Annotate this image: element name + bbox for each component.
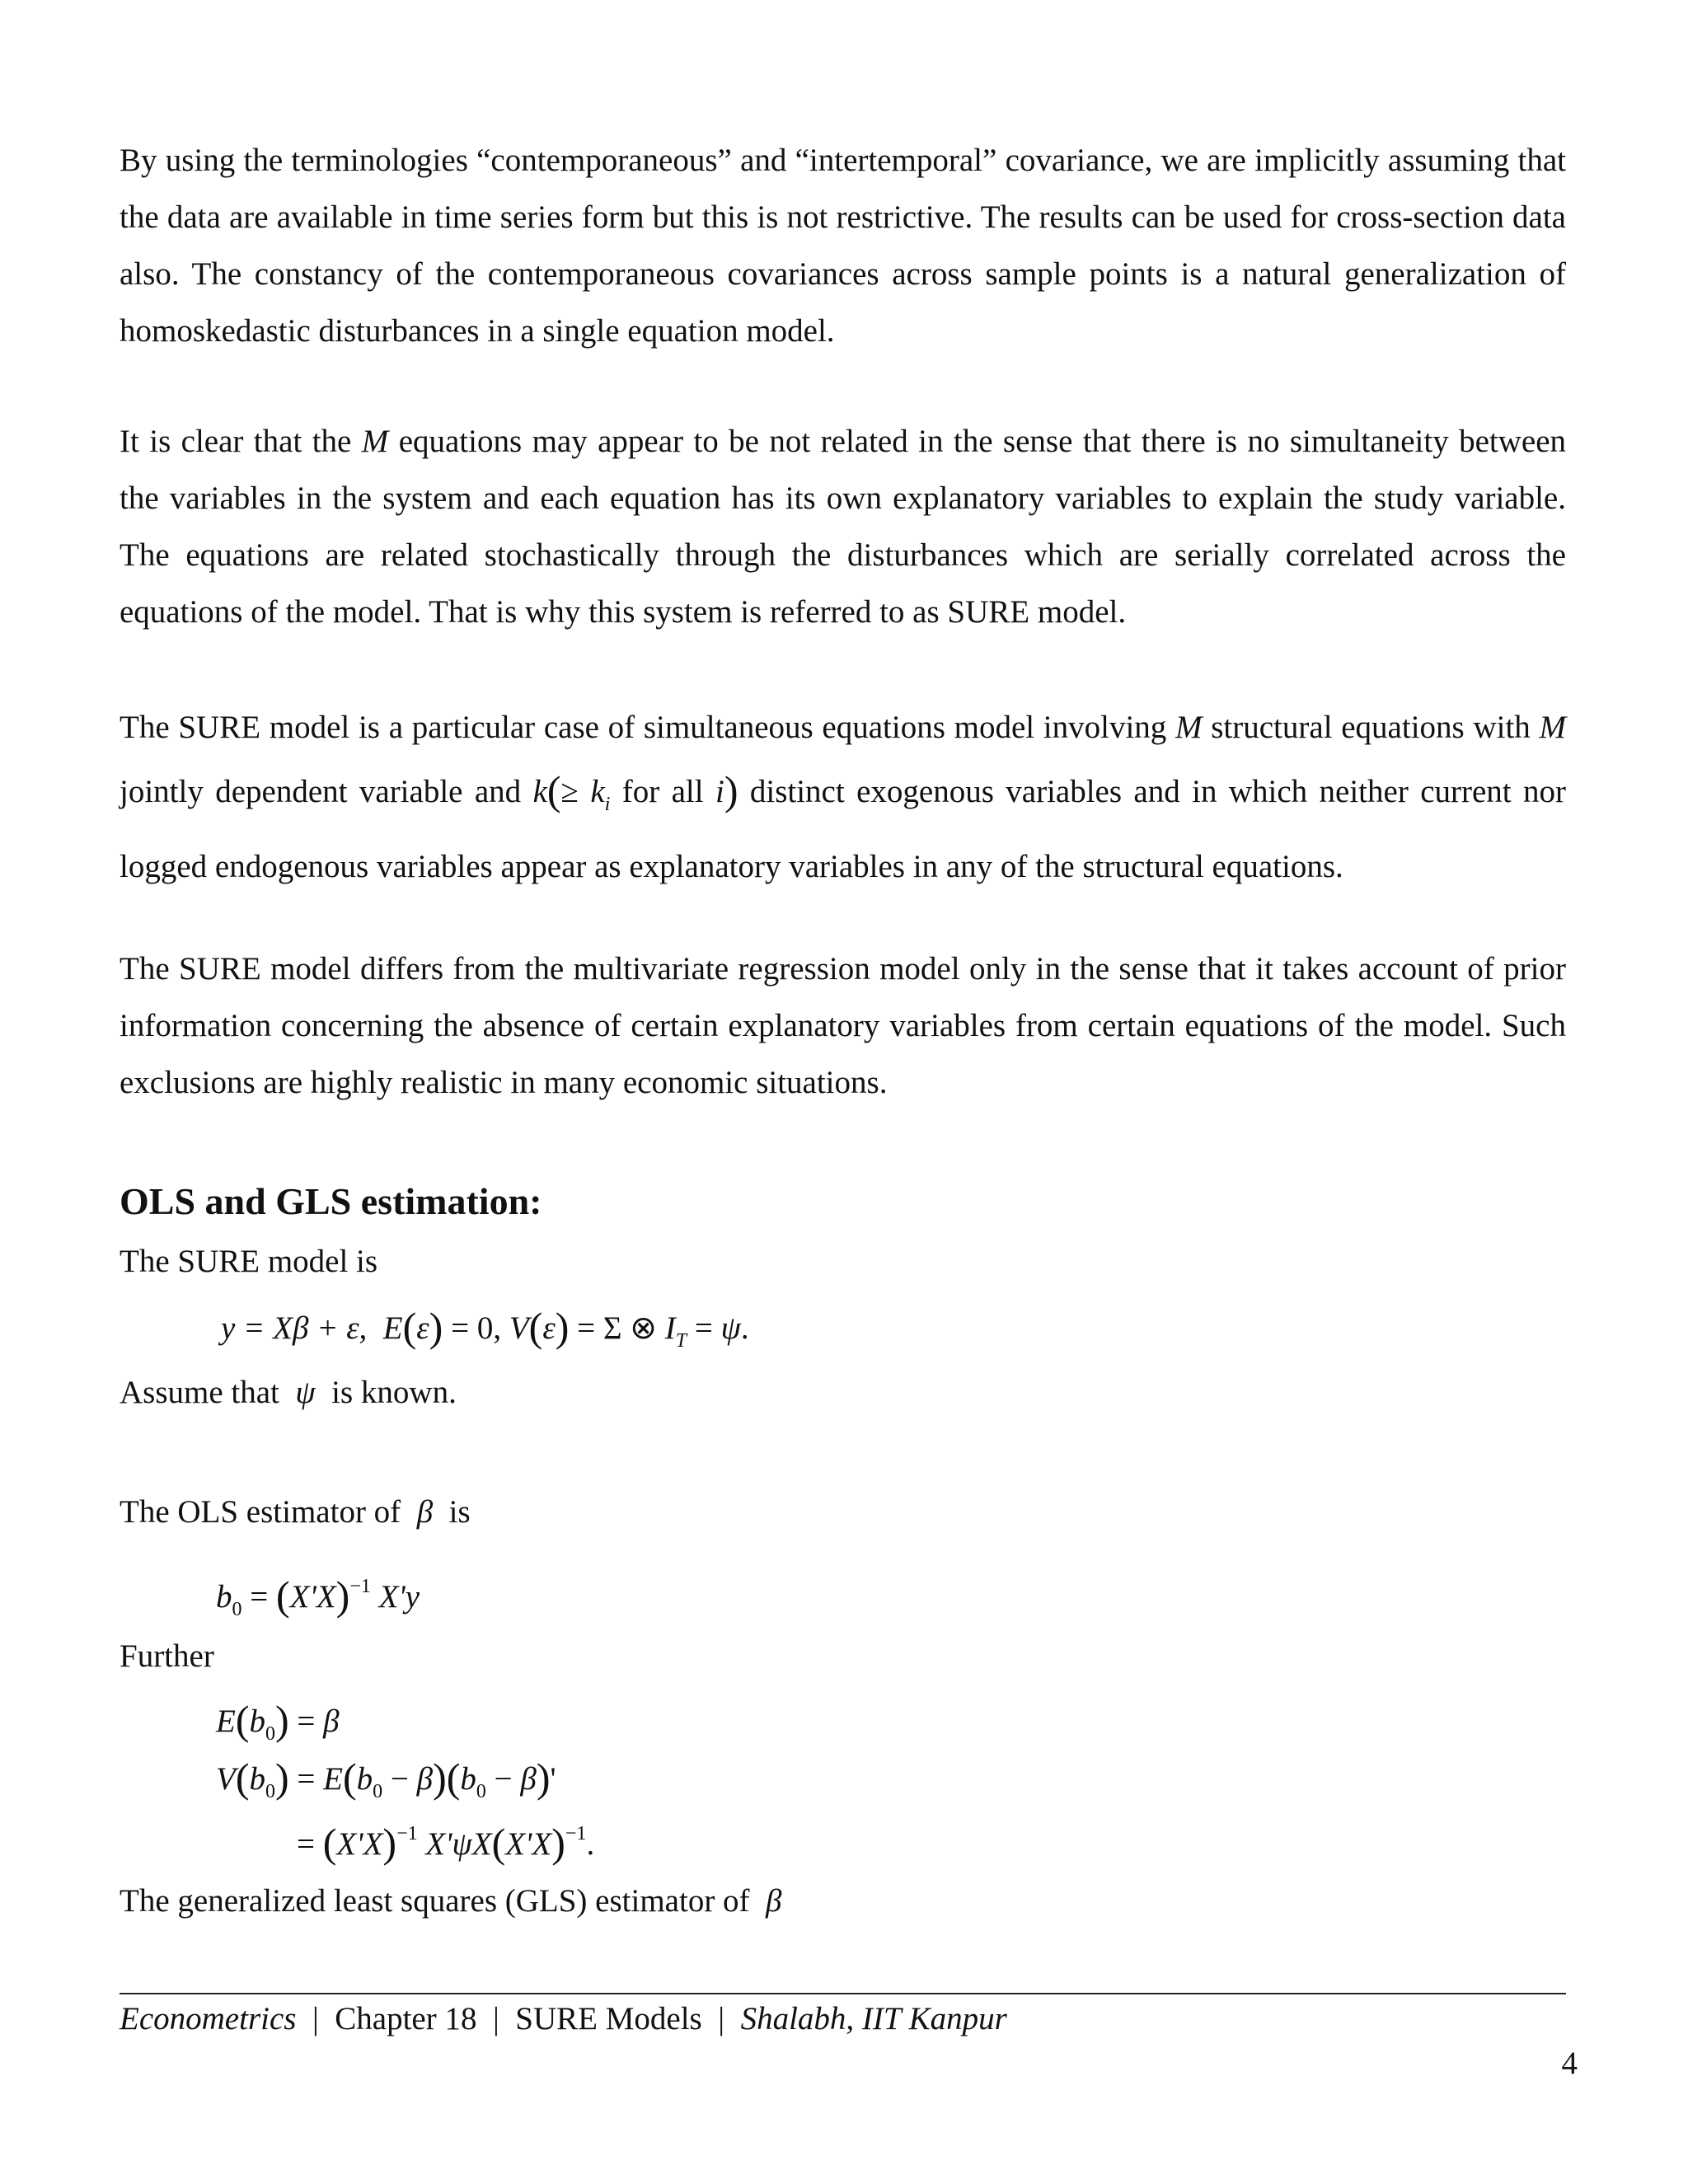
footer-separator: | xyxy=(718,2001,725,2036)
paragraph-covariance-terminology: By using the terminologies “contemporaneous” and “intertemporal” covariance, we are implicitly assuming that the data are available in time series form but this is not restrictive. The results can be used for cross-section data also. The constancy of the contemporaneous covariances across sample points is a natural generalization of homoskedastic disturbances in a single equation model. xyxy=(120,143,1566,349)
symbol-m: M xyxy=(1175,710,1203,745)
text-fragment: jointly dependent variable and xyxy=(120,774,522,809)
paragraph-sure-simultaneous xyxy=(120,696,1566,898)
equation-variance-b0: $V(b_0) = E(b_0 - \beta)(b_0 - \beta)'$ xyxy=(216,1755,556,1802)
symbol-beta: β xyxy=(416,1494,434,1530)
line-assume-known xyxy=(120,1372,457,1413)
line-ols-estimator xyxy=(120,1492,471,1533)
equation-sure-model: y = Xβ + ε, E(ε) = 0, V(ε) = Σ ⊗ $I_T = \psi$. xyxy=(221,1304,749,1352)
text-fragment: is known. xyxy=(331,1375,457,1410)
line-gls-estimator xyxy=(120,1881,781,1922)
equation-variance-sandwich: = $(X'X)^{-1}$ $X'\psi X(X'X)^{-1}$. xyxy=(297,1820,595,1866)
footer-topic: SURE Models xyxy=(515,2001,702,2036)
symbol-m: M xyxy=(1539,710,1566,745)
footer-book: Econometrics xyxy=(120,2001,297,2036)
text-fragment: is xyxy=(448,1494,471,1530)
paragraph-m-equations xyxy=(120,413,1566,640)
symbol-beta: β xyxy=(766,1883,782,1919)
footer-chapter: Chapter 18 xyxy=(335,2001,477,2036)
symbol-psi: ψ xyxy=(295,1375,316,1410)
text-fragment: The SURE model is a particular case of simultaneous equations model involving xyxy=(120,710,1167,745)
footer-separator: | xyxy=(312,2001,319,2036)
symbol-m: M xyxy=(361,424,389,459)
page-number: 4 xyxy=(1561,2046,1578,2081)
footer-author: Shalabh, IIT Kanpur xyxy=(740,2001,1007,2036)
text-fragment: with xyxy=(1473,710,1531,745)
text-fragment: It is clear that the xyxy=(120,424,352,459)
equation-ols-b0: $b_0 = (X'X)^{-1}$ X'y xyxy=(216,1572,420,1620)
footer xyxy=(120,1994,1007,2044)
line-model-is: The SURE model is xyxy=(120,1244,378,1279)
text-fragment: structural equations xyxy=(1211,710,1465,745)
paragraph-multivariate-difference: The SURE model differs from the multivariate regression model only in the sense that it takes account of prior information concerning the absence of certain explanatory variables from certain equations of the model. Such exclusions are highly realistic in many economic situations. xyxy=(120,951,1566,1100)
line-further: Further xyxy=(120,1638,214,1674)
text-fragment: The OLS estimator of xyxy=(120,1494,401,1530)
equation-expectation-b0: $E(b_0) = \beta$ xyxy=(216,1697,340,1745)
footer-separator: | xyxy=(492,2001,499,2036)
text-fragment: distinct exogenous variables and in which neither current nor logged endogenous variables appear as explanatory variables in any of the structural equations. xyxy=(120,774,1567,884)
text-fragment: The generalized least squares (GLS) estimator of xyxy=(120,1883,750,1919)
text-fragment: equations may appear to be not related in the sense that there is no simultaneity between the variables in the system and each equation has its own explanatory variables to explain the study variable. The equations are related stochastically through the disturbances which are serially correlated across the equations of the model. That is why this system is referred to as SURE model. xyxy=(120,424,1567,630)
inline-math-k-geq-ki: $k(\ge k_i$ for all i) xyxy=(532,767,738,815)
text-fragment: Assume that xyxy=(120,1375,279,1410)
section-heading: OLS and GLS estimation: xyxy=(120,1180,542,1222)
